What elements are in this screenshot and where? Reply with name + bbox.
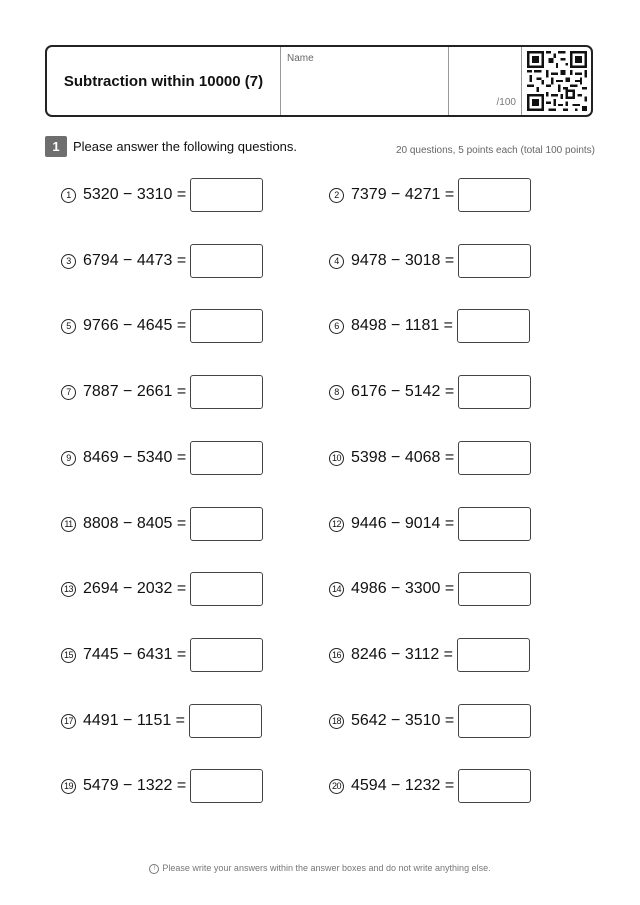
problem-item-13 xyxy=(61,571,263,607)
answer-box-6[interactable] xyxy=(457,309,530,343)
problem-item-14 xyxy=(329,571,531,607)
score-field xyxy=(449,47,522,115)
answer-box-11[interactable] xyxy=(190,507,263,541)
problem-item-1 xyxy=(61,177,263,213)
problem-expression: 8498 − 1181 = xyxy=(351,317,454,334)
problem-expression: 7379 − 4271 = xyxy=(351,186,455,203)
problem-expression: 4491 − 1151 = xyxy=(83,712,186,729)
section-instruction: Please answer the following questions. xyxy=(73,139,298,154)
problem-expression: 9478 − 3018 = xyxy=(351,252,455,269)
problem-number-circle: 16 xyxy=(329,648,344,663)
problem-expression: 8246 − 3112 = xyxy=(351,646,454,663)
problem-item-5 xyxy=(61,308,263,344)
info-circle-icon: ! xyxy=(149,864,159,874)
problem-item-11 xyxy=(61,506,263,542)
problem-number-circle: 12 xyxy=(329,517,344,532)
answer-box-14[interactable] xyxy=(458,572,531,606)
problem-expression: 9766 − 4645 = xyxy=(83,317,187,334)
answer-box-13[interactable] xyxy=(190,572,263,606)
answer-box-18[interactable] xyxy=(458,704,531,738)
problem-item-16 xyxy=(329,637,530,673)
answer-box-4[interactable] xyxy=(458,244,531,278)
problem-expression: 6794 − 4473 = xyxy=(83,252,187,269)
problem-expression: 7445 − 6431 = xyxy=(83,646,187,663)
problem-expression: 5479 − 1322 = xyxy=(83,777,187,794)
problem-expression: 4594 − 1232 = xyxy=(351,777,455,794)
answer-box-8[interactable] xyxy=(458,375,531,409)
footer-note xyxy=(0,863,640,874)
answer-box-7[interactable] xyxy=(190,375,263,409)
problem-number-circle: 15 xyxy=(61,648,76,663)
answer-box-2[interactable] xyxy=(458,178,531,212)
problem-item-10 xyxy=(329,440,531,476)
problem-number-circle: 7 xyxy=(61,385,76,400)
answer-box-16[interactable] xyxy=(457,638,530,672)
problem-expression: 8808 − 8405 = xyxy=(83,515,187,532)
problem-item-17 xyxy=(61,703,262,739)
name-label: Name xyxy=(287,53,314,64)
problem-item-15 xyxy=(61,637,263,673)
problem-number-circle: 2 xyxy=(329,188,344,203)
problem-expression: 5642 − 3510 = xyxy=(351,712,455,729)
answer-box-17[interactable] xyxy=(189,704,262,738)
name-field[interactable] xyxy=(281,47,449,115)
answer-box-1[interactable] xyxy=(190,178,263,212)
problem-number-circle: 3 xyxy=(61,254,76,269)
problem-number-circle: 13 xyxy=(61,582,76,597)
qr-code-cell xyxy=(522,47,591,115)
problem-expression: 9446 − 9014 = xyxy=(351,515,455,532)
answer-box-15[interactable] xyxy=(190,638,263,672)
problem-item-4 xyxy=(329,243,531,279)
problem-number-circle: 17 xyxy=(61,714,76,729)
problem-number-circle: 20 xyxy=(329,779,344,794)
problem-number-circle: 18 xyxy=(329,714,344,729)
answer-box-19[interactable] xyxy=(190,769,263,803)
score-label: /100 xyxy=(496,97,516,108)
problem-number-circle: 10 xyxy=(329,451,344,466)
problem-expression: 6176 − 5142 = xyxy=(351,383,455,400)
problem-item-7 xyxy=(61,374,263,410)
problem-item-3 xyxy=(61,243,263,279)
worksheet-header xyxy=(45,45,593,117)
problem-number-circle: 11 xyxy=(61,517,76,532)
answer-box-3[interactable] xyxy=(190,244,263,278)
qr-code-icon xyxy=(527,51,587,111)
problem-item-20 xyxy=(329,768,531,804)
problem-number-circle: 1 xyxy=(61,188,76,203)
footer-text: Please write your answers within the answer boxes and do not write anything else. xyxy=(162,863,491,873)
problem-number-circle: 9 xyxy=(61,451,76,466)
problem-expression: 2694 − 2032 = xyxy=(83,580,187,597)
answer-box-5[interactable] xyxy=(190,309,263,343)
problem-number-circle: 8 xyxy=(329,385,344,400)
worksheet-title: Subtraction within 10000 (7) xyxy=(47,47,281,115)
problem-item-12 xyxy=(329,506,531,542)
problem-number-circle: 14 xyxy=(329,582,344,597)
problem-expression: 7887 − 2661 = xyxy=(83,383,187,400)
section-number-badge: 1 xyxy=(45,136,67,157)
problem-number-circle: 19 xyxy=(61,779,76,794)
problem-item-6 xyxy=(329,308,530,344)
problem-expression: 8469 − 5340 = xyxy=(83,449,187,466)
answer-box-12[interactable] xyxy=(458,507,531,541)
problem-number-circle: 5 xyxy=(61,319,76,334)
problem-item-2 xyxy=(329,177,531,213)
problem-expression: 4986 − 3300 = xyxy=(351,580,455,597)
problem-expression: 5398 − 4068 = xyxy=(351,449,455,466)
problem-item-18 xyxy=(329,703,531,739)
problem-number-circle: 4 xyxy=(329,254,344,269)
problem-item-8 xyxy=(329,374,531,410)
problem-item-9 xyxy=(61,440,263,476)
answer-box-10[interactable] xyxy=(458,441,531,475)
scoring-info: 20 questions, 5 points each (total 100 points) xyxy=(395,145,595,156)
problem-expression: 5320 − 3310 = xyxy=(83,186,187,203)
problem-item-19 xyxy=(61,768,263,804)
answer-box-20[interactable] xyxy=(458,769,531,803)
answer-box-9[interactable] xyxy=(190,441,263,475)
problem-number-circle: 6 xyxy=(329,319,344,334)
